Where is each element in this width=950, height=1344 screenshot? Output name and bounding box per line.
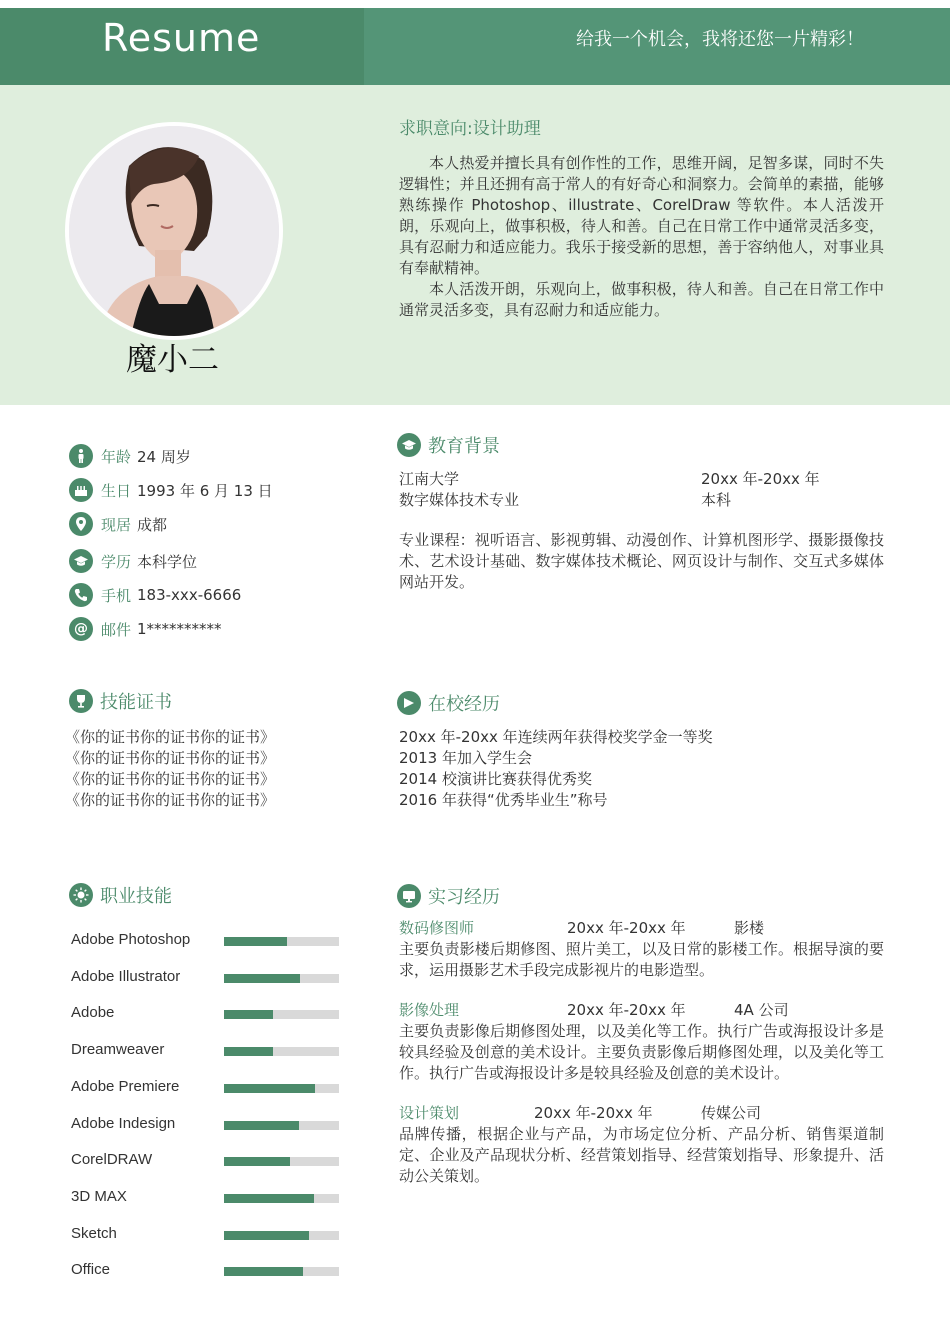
- resume-title: Resume: [102, 16, 261, 60]
- skill-level-fill: [224, 1194, 314, 1203]
- person-icon: [69, 444, 93, 468]
- section-certificates: [69, 687, 172, 715]
- internship-item: [399, 918, 884, 981]
- flag-icon: [397, 691, 421, 715]
- skill-name: Adobe: [71, 1004, 115, 1022]
- skill-level-fill: [224, 1157, 290, 1166]
- internship-role: 数码修图师: [399, 919, 475, 937]
- internship-description: 主要负责影像后期修图处理，以及美化等工作。执行广告或海报设计多是较具经验及创意的美术设计。主要负责影像后期修图处理，以及美化等工作。执行广告或海报设计多是较具经验及创意的美术设计。: [399, 1022, 884, 1082]
- avatar: [65, 122, 283, 340]
- info-value: 24 周岁: [137, 447, 191, 466]
- info-birthday: [69, 477, 273, 503]
- self-introduction: [399, 153, 884, 321]
- info-phone: [69, 582, 241, 608]
- education-school: 江南大学: [399, 470, 460, 488]
- graduation-cap-icon: [69, 549, 93, 573]
- list-item: 2016 年获得“优秀毕业生”称号: [399, 791, 608, 809]
- intro-paragraph: 本人热爱并擅长具有创作性的工作，思维开阔，足智多谋，同时不失逻辑性；并且还拥有高于常人的有好奇心和洞察力。会简单的素描，能够熟练操作 Photoshop、illustrate、CorelDraw 等软件。本人活泼开朗，乐观向上，做事积极，待人和善。自己在日常工作中通常灵活多变，具有忍耐力和适应能力。我乐于接受新的思想，善于容纳他人，对事业具有奉献精神。: [399, 154, 884, 277]
- skill-level-fill: [224, 1010, 273, 1019]
- list-item: 《你的证书你的证书你的证书》: [65, 728, 276, 746]
- skill-name: Adobe Photoshop: [71, 931, 191, 948]
- section-education: [397, 431, 500, 459]
- skill-level-bar: [224, 1267, 339, 1276]
- info-education: [69, 548, 197, 574]
- certificate-list: [65, 727, 275, 811]
- info-label: 手机: [101, 586, 132, 605]
- skill-name: 3D MAX: [71, 1187, 127, 1205]
- education-major: 数字媒体技术专业: [399, 491, 520, 509]
- trophy-icon: [69, 689, 93, 713]
- internship-header: [399, 1103, 884, 1124]
- education-period: 20xx 年-20xx 年: [701, 470, 820, 488]
- list-item: 《你的证书你的证书你的证书》: [65, 791, 276, 809]
- candidate-name: 魔小二: [126, 342, 219, 378]
- info-label: 邮件: [101, 620, 132, 639]
- internship-period: 20xx 年-20xx 年: [534, 1104, 653, 1122]
- skill-level-fill: [224, 937, 287, 946]
- skill-level-bar: [224, 937, 339, 946]
- section-title: 技能证书: [100, 692, 172, 713]
- skill-name: Adobe Premiere: [71, 1077, 180, 1095]
- section-title: 教育背景: [428, 436, 500, 457]
- avatar-photo: [69, 126, 279, 336]
- skill-level-fill: [224, 1231, 309, 1240]
- list-item: 《你的证书你的证书你的证书》: [65, 770, 276, 788]
- internship-item: [399, 1103, 884, 1187]
- skill-level-bar: [224, 1194, 339, 1203]
- skill-name: Adobe Indesign: [71, 1114, 176, 1132]
- list-item: 《你的证书你的证书你的证书》: [65, 749, 276, 767]
- internship-role: 影像处理: [399, 1001, 460, 1019]
- internship-period: 20xx 年-20xx 年: [567, 919, 686, 937]
- skill-level-bar: [224, 1231, 339, 1240]
- info-label: 生日: [101, 481, 132, 500]
- info-email: [69, 616, 222, 642]
- skill-name: Sketch: [71, 1224, 117, 1242]
- internship-item: [399, 1000, 884, 1084]
- info-value: 成都: [137, 515, 168, 534]
- skill-name: Adobe Illustrator: [71, 967, 181, 985]
- skill-name: Dreamweaver: [71, 1041, 165, 1059]
- cake-icon: [69, 478, 93, 502]
- section-title: 实习经历: [428, 887, 500, 908]
- sun-icon: [69, 883, 93, 907]
- info-value: 1**********: [137, 620, 222, 638]
- info-age: [69, 443, 191, 469]
- info-value: 本科学位: [137, 552, 198, 571]
- internship-company: 影楼: [734, 919, 765, 937]
- internship-company: 4A 公司: [734, 1001, 789, 1019]
- location-icon: [69, 512, 93, 536]
- campus-list: [399, 727, 713, 811]
- list-item: 20xx 年-20xx 年连续两年获得校奖学金一等奖: [399, 728, 713, 746]
- skill-name: CorelDRAW: [71, 1151, 153, 1169]
- skill-level-fill: [224, 1121, 299, 1130]
- internship-role: 设计策划: [399, 1104, 460, 1122]
- intro-paragraph: 本人活泼开朗，乐观向上，做事积极，待人和善。自己在日常工作中通常灵活多变，具有忍耐力和适应能力。: [399, 280, 884, 319]
- section-campus: [397, 689, 500, 717]
- skill-level-fill: [224, 1047, 273, 1056]
- info-label: 年龄: [101, 447, 132, 466]
- list-item: 2014 校演讲比赛获得优秀奖: [399, 770, 592, 788]
- skill-name: Office: [71, 1261, 110, 1279]
- internship-period: 20xx 年-20xx 年: [567, 1001, 686, 1019]
- internship-header: [399, 918, 884, 939]
- section-internship: [397, 882, 500, 910]
- info-value: 183-xxx-6666: [137, 586, 242, 604]
- section-title: 职业技能: [100, 886, 172, 907]
- section-skills: [69, 881, 172, 909]
- info-label: 学历: [101, 552, 132, 571]
- phone-icon: [69, 583, 93, 607]
- job-intent: 求职意向:设计助理: [399, 119, 541, 139]
- info-label: 现居: [101, 515, 132, 534]
- list-item: 2013 年加入学生会: [399, 749, 532, 767]
- header-motto: 给我一个机会，我将还您一片精彩！: [576, 29, 864, 50]
- info-residence: [69, 511, 167, 537]
- monitor-icon: [397, 884, 421, 908]
- skill-level-fill: [224, 1084, 315, 1093]
- skill-level-fill: [224, 974, 300, 983]
- internship-header: [399, 1000, 884, 1021]
- graduation-cap-icon: [397, 433, 421, 457]
- internship-description: 主要负责影楼后期修图、照片美工，以及日常的影楼工作。根据导演的要求，运用摄影艺术手段完成影视片的电影造型。: [399, 940, 884, 979]
- skill-level-bar: [224, 1084, 339, 1093]
- internship-company: 传媒公司: [701, 1104, 762, 1122]
- education-courses: 专业课程：视听语言、影视剪辑、动漫创作、计算机图形学、摄影摄像技术、艺术设计基础、数字媒体技术概论、网页设计与制作、交互式多媒体网站开发。: [399, 531, 884, 591]
- education-degree: 本科: [701, 491, 732, 509]
- section-title: 在校经历: [428, 694, 500, 715]
- skill-level-bar: [224, 1010, 339, 1019]
- skill-level-bar: [224, 1047, 339, 1056]
- skill-level-bar: [224, 1157, 339, 1166]
- skill-level-bar: [224, 974, 339, 983]
- at-icon: @: [69, 617, 93, 641]
- internship-description: 品牌传播，根据企业与产品，为市场定位分析、产品分析、销售渠道制定、企业及产品现状分析、经营策划指导、经营策划指导、形象提升、活动公关策划。: [399, 1125, 884, 1185]
- skill-level-bar: [224, 1121, 339, 1130]
- info-value: 1993 年 6 月 13 日: [137, 481, 273, 500]
- skill-level-fill: [224, 1267, 303, 1276]
